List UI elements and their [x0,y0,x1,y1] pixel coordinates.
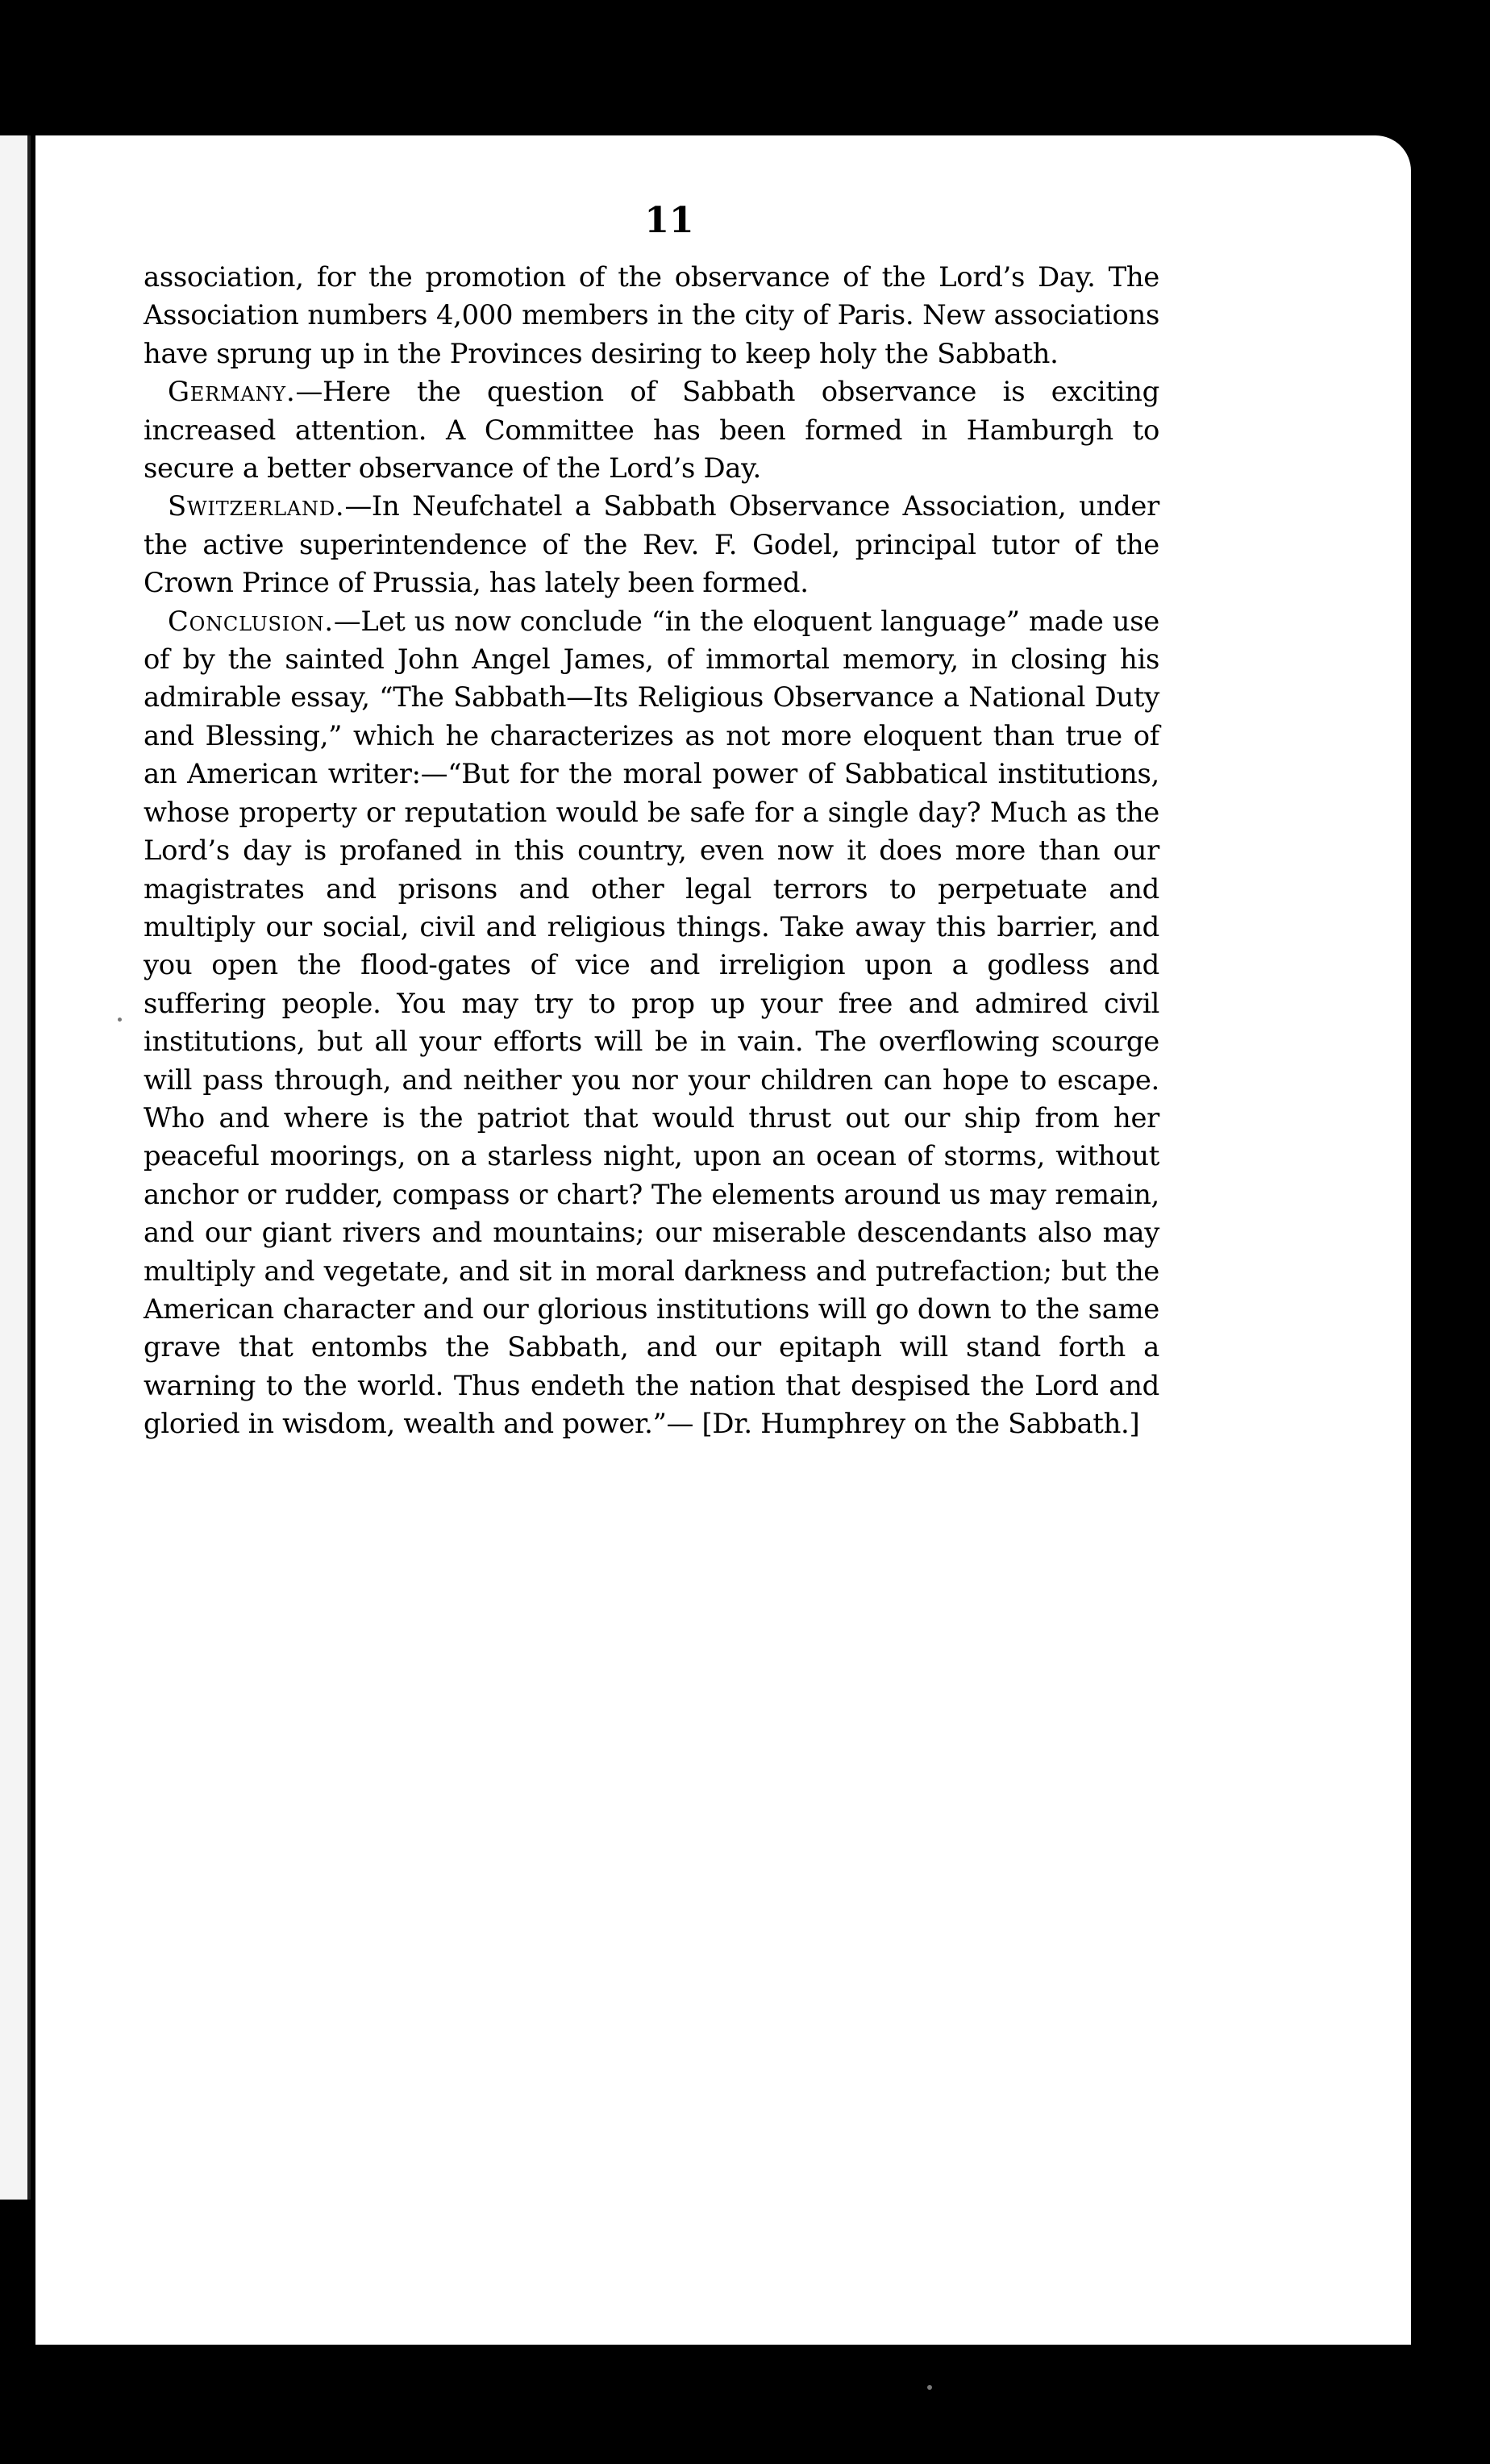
scan-speck [118,1018,122,1022]
paragraph-conclusion [144,602,1159,1443]
paragraph-text: association, for the promotion of the observance of the Lord’s Day. The Association numbers 4,000 members in the city of Paris. New associations have sprung up in the Provinces desiring to keep holy the Sabbath. [144,261,1159,369]
section-heading-conclusion: Conclusion. [168,605,334,637]
paragraph-text: —In Neufchatel a Sabbath Observance Association, under the active superintendence of the Rev. F. Godel, principal tutor of the Crown Prince of Prussia, has lately been formed. [144,490,1159,599]
paragraph-association [144,258,1159,373]
paragraph-text: —Let us now conclude “in the eloquent language” made use of by the sainted John Angel James, of immortal memory, in closing his admirable essay, “The Sabbath—Its Religious Observance a National Duty and Blessing,” which he characterizes as not more eloquent than true of an American writer:—“But for the moral power of Sabbatical institutions, whose property or reputation would be safe for a single day? Much as the Lord’s day is profaned in this country, even now it does more than our magistrates and prisons and other legal terrors to perpetuate and multiply our social, civil and religious things. Take away this barrier, and you open the flood-gates of vice and irreligion upon a godless and suffering people. You may try to prop up your free and admired civil institutions, but all your efforts will be in vain. The overflowing scourge will pass through, and neither you nor your children can hope to escape. Who and where is the patriot that would thrust out our ship from her peaceful moorings, on a starless night, upon an ocean of storms, without anchor or rudder, compass or chart? The elements around us may remain, and our giant rivers and mountains; our miserable descendants also may multiply and vegetate, and sit in moral darkness and putrefaction; but the American character and our glorious institutions will go down to the same grave that entombs the Sabbath, and our epitaph will stand forth a warning to the world. Thus endeth the nation that despised the Lord and gloried in wisdom, wealth and power.”— [Dr. Humphrey on the Sabbath.] [144,605,1159,1440]
paragraph-germany [144,373,1159,487]
previous-page-edge [0,135,31,2200]
paragraph-text: —Here the question of Sabbath observance is exciting increased attention. A Committee has been formed in Hamburgh to secure a better observance of the Lord’s Day. [144,376,1159,485]
section-heading-switzerland: Switzerland. [168,490,345,522]
section-heading-germany: Germany. [168,376,296,408]
scan-speck [927,2385,932,2390]
body-text [144,258,1159,1443]
page-number: 11 [644,200,694,241]
paragraph-switzerland [144,487,1159,601]
